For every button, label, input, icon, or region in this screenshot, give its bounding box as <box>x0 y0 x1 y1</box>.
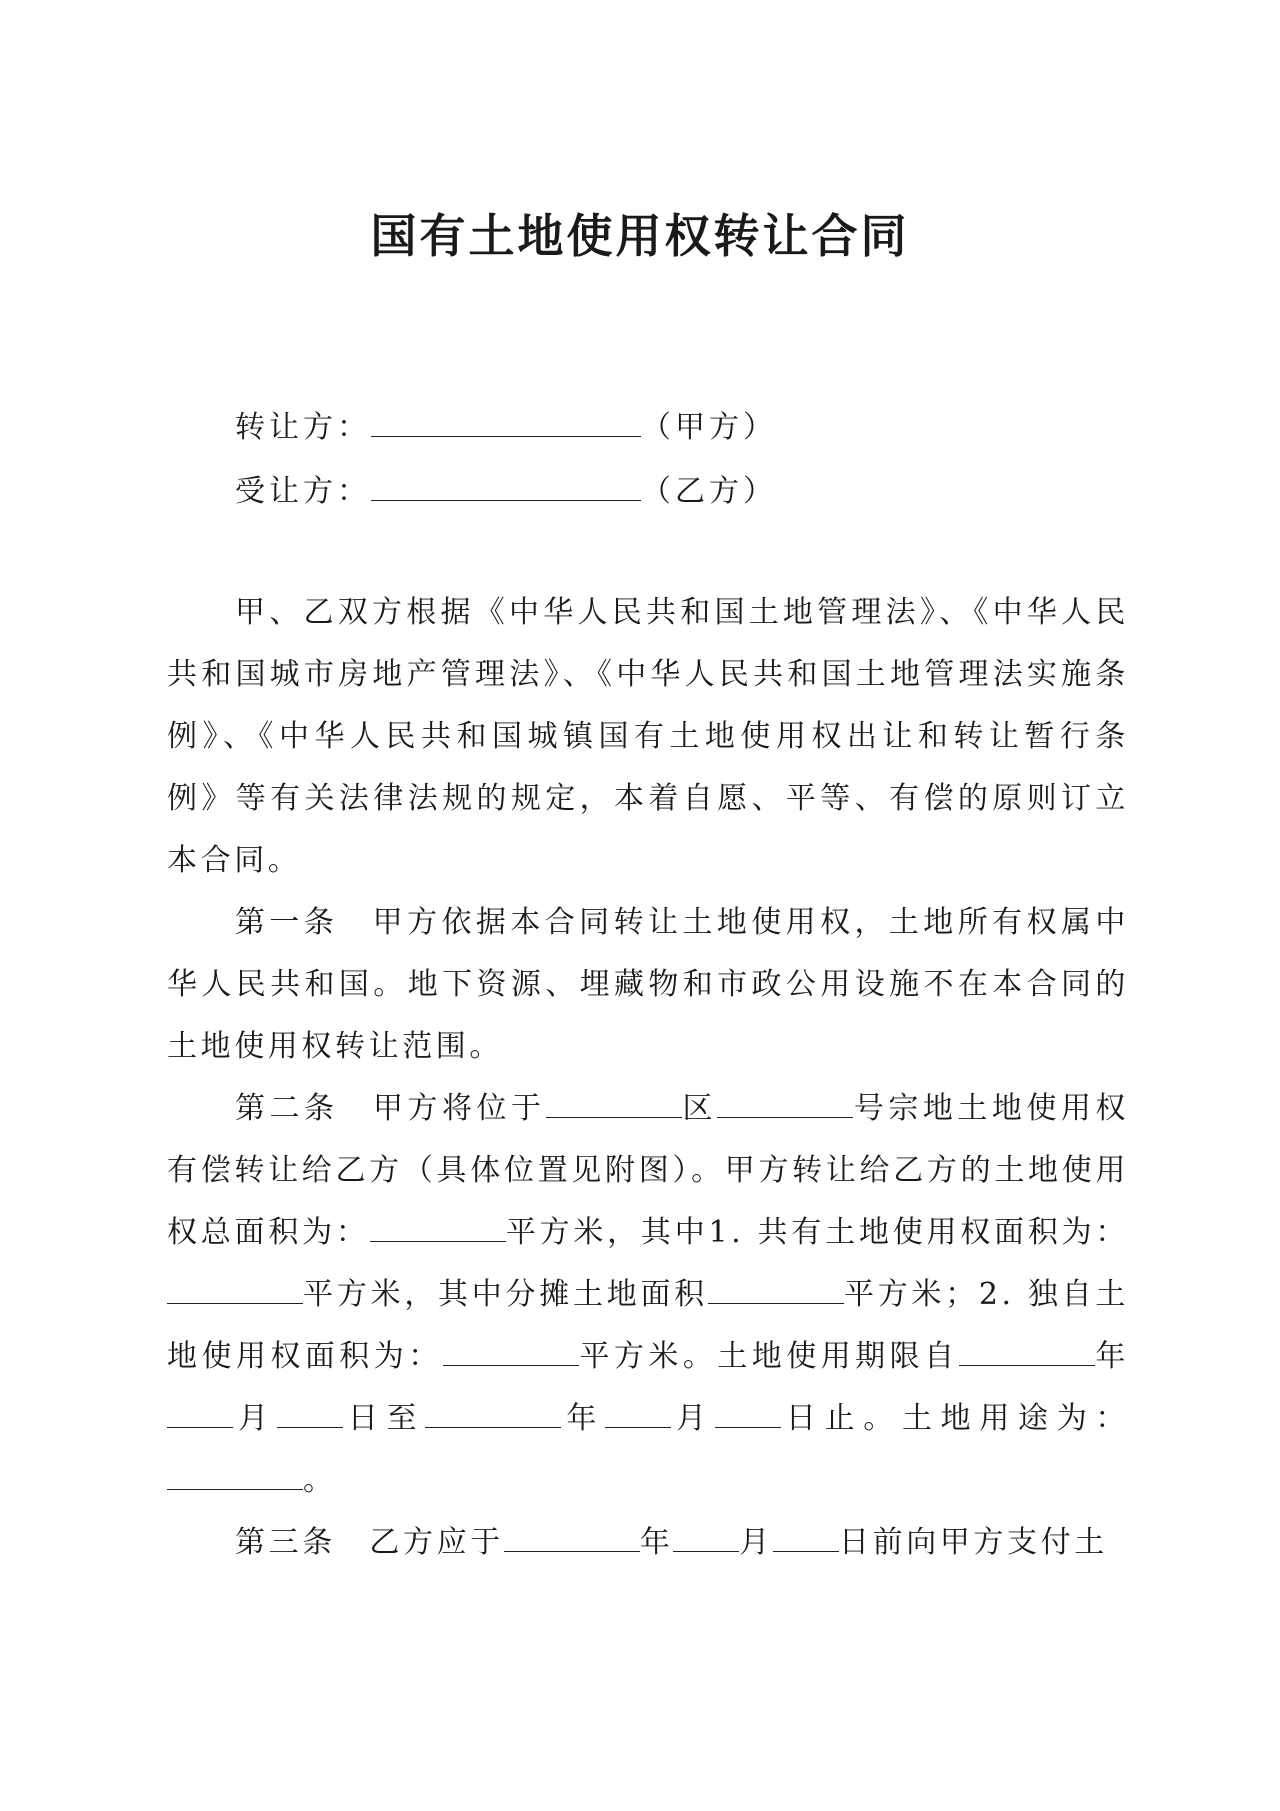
preamble-paragraph: 甲、乙双方根据《中华人民共和国土地管理法》、《中华人民共和国城市房地产管理法》、《中华人民共和国土地管理法实施条例》、《中华人民共和国城镇国有土地使用权出让和转让暂行条例》等有关法律法规的规定，本着自愿、平等、有偿的原则订立本合同。 <box>167 595 1129 878</box>
article-2-text: 号宗地土地使用权有偿转让给乙方（具体位置见附图）。甲方转让给乙方的土地使用权总面积为： <box>167 1091 1129 1250</box>
article-2-text: 第二条 甲方将位于 <box>235 1091 546 1126</box>
article-2 <box>167 1078 1129 1512</box>
start-month-blank <box>167 1399 233 1429</box>
payment-day-blank <box>773 1523 839 1553</box>
article-2-text: 年 <box>561 1401 606 1436</box>
article-2-text: 。 <box>303 1463 337 1498</box>
article-2-text: 月 <box>671 1401 715 1436</box>
transferor-label: 转让方： <box>235 410 371 445</box>
article-2-text: 平方米；2. 独自土地使用权面积为： <box>167 1277 1129 1374</box>
district-blank <box>546 1089 682 1119</box>
article-1: 第一条 甲方依据本合同转让土地使用权，土地所有权属中华人民共和国。地下资源、埋藏物和市政公用设施不在本合同的土地使用权转让范围。 <box>167 905 1129 1064</box>
transferee-role: （乙方） <box>641 474 777 509</box>
payment-month-blank <box>673 1523 739 1553</box>
article-3-text: 年 <box>639 1525 674 1560</box>
transferee-line <box>235 466 777 510</box>
article-3 <box>167 1512 1129 1574</box>
end-day-blank <box>715 1399 781 1429</box>
page-title: 国有土地使用权转让合同 <box>370 209 910 263</box>
article-3-text: 日前向甲方支付土 <box>839 1525 1108 1560</box>
land-use-blank <box>167 1461 303 1491</box>
shared-area-blank <box>167 1275 303 1305</box>
article-2-text: 区 <box>681 1091 717 1126</box>
article-3-text: 月 <box>739 1525 774 1560</box>
exclusive-area-blank <box>443 1337 579 1367</box>
parcel-number-blank <box>717 1089 853 1119</box>
article-2-text: 日至 <box>342 1401 426 1436</box>
transferor-blank <box>371 408 641 438</box>
start-day-blank <box>277 1399 343 1429</box>
end-month-blank <box>605 1399 671 1429</box>
article-2-text: 平方米。土地使用期限自 <box>578 1339 959 1374</box>
article-2-text: 日止。土地用途为： <box>780 1401 1129 1436</box>
transferee-label: 受让方： <box>235 474 371 509</box>
payment-year-blank <box>504 1523 640 1553</box>
end-year-blank <box>425 1399 561 1429</box>
apportioned-area-blank <box>708 1275 844 1305</box>
article-2-text: 平方米，其中1. 共有土地使用权面积为： <box>505 1215 1129 1250</box>
article-2-text: 月 <box>233 1401 277 1436</box>
start-year-blank <box>959 1337 1095 1367</box>
transferor-role: （甲方） <box>641 410 777 445</box>
article-3-text: 第三条 乙方应于 <box>235 1525 504 1560</box>
article-2-text: 年 <box>1094 1339 1129 1374</box>
article-2-text: 平方米，其中分摊土地面积 <box>303 1277 708 1312</box>
contract-body <box>167 582 1129 1574</box>
total-area-blank <box>370 1213 506 1243</box>
transferor-line <box>235 402 777 446</box>
transferee-blank <box>371 472 641 502</box>
